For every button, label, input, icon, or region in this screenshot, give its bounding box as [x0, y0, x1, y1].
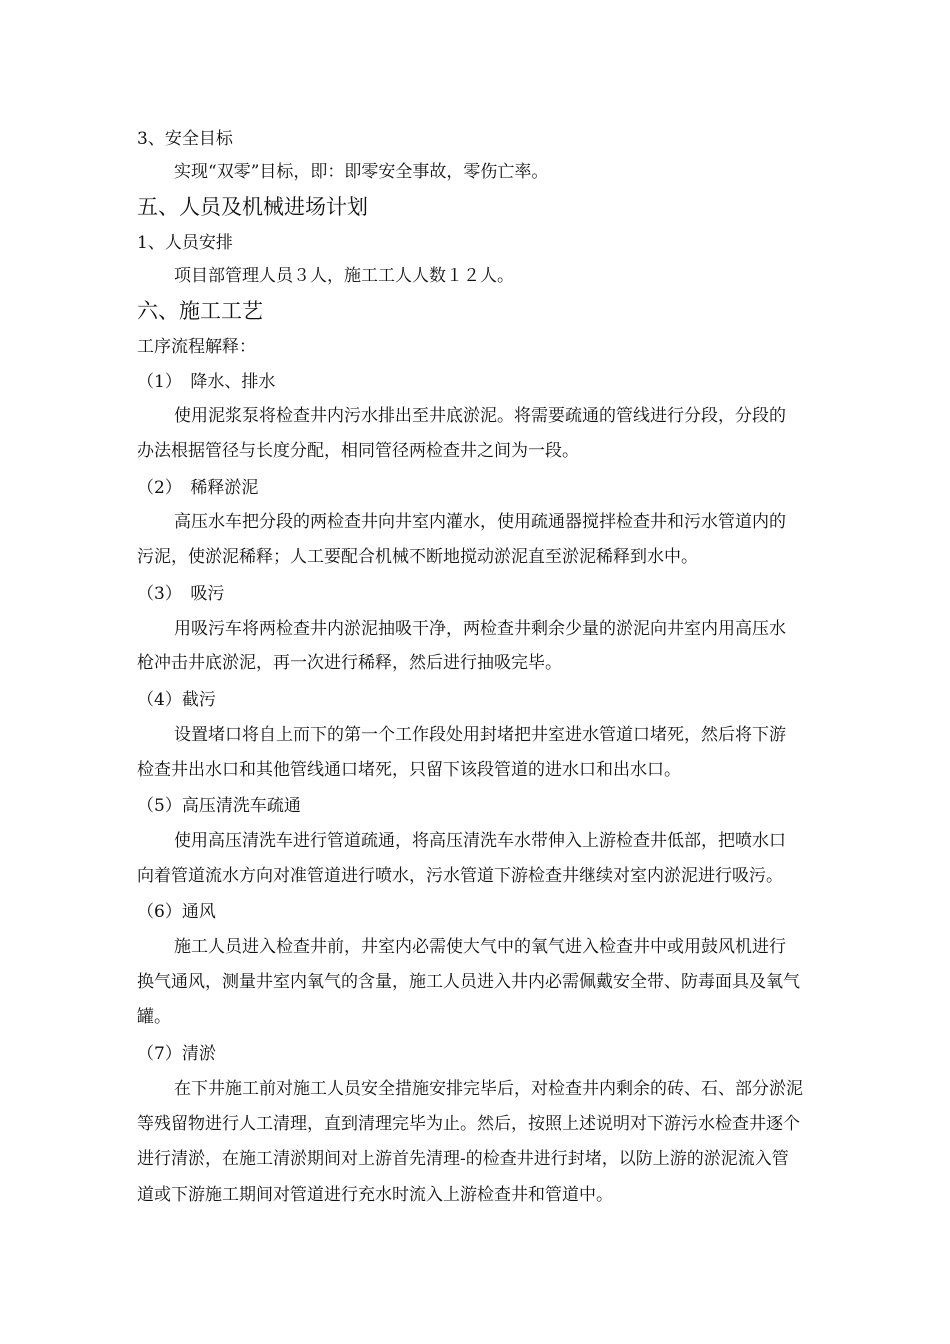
step-3-line-1: 用吸污车将两检查井内淤泥抽吸干净，两检查井剩余少量的淤泥向井室内用高压水	[174, 619, 786, 639]
step-4-title: （4）截污	[137, 690, 216, 710]
safety-goal-text: 实现“双零”目标，即：即零安全事故，零伤亡率。	[174, 162, 549, 182]
step-4-line-2: 检查井出水口和其他管线通口堵死，只留下该段管道的进水口和出水口。	[137, 760, 681, 780]
step-1-line-1: 使用泥浆泵将检查井内污水排出至井底淤泥。将需要疏通的管线进行分段，分段的	[174, 406, 786, 426]
step-6-line-3: 罐。	[137, 1007, 171, 1027]
step-2-line-1: 高压水车把分段的两检查井向井室内灌水，使用疏通器搅拌检查井和污水管道内的	[174, 512, 786, 532]
step-3-line-2: 枪冲击井底淤泥，再一次进行稀释，然后进行抽吸完毕。	[137, 653, 562, 673]
step-7-line-3: 进行清淤，在施工清淤期间对上游首先清理-的检查井进行封堵，以防上游的淤泥流入管	[137, 1149, 789, 1169]
step-7-line-1: 在下井施工前对施工人员安全措施安排完毕后，对检查井内剩余的砖、石、部分淤泥	[174, 1079, 803, 1099]
section-5-text: 项目部管理人员３人，施工工人人数１２人。	[174, 266, 514, 286]
step-2-title: （2） 稀释淤泥	[137, 478, 259, 498]
step-7-line-4: 道或下游施工期间对管道进行充水时流入上游检查井和管道中。	[137, 1185, 613, 1205]
step-7-line-2: 等残留物进行人工清理，直到清理完毕为止。然后，按照上述说明对下游污水检查井逐个	[137, 1114, 800, 1134]
section-6-title: 六、施工工艺	[137, 299, 263, 323]
step-1-line-2: 办法根据管径与长度分配，相同管径两检查井之间为一段。	[137, 441, 579, 461]
process-intro: 工序流程解释：	[137, 337, 256, 357]
step-4-line-1: 设置堵口将自上而下的第一个工作段处用封堵把井室进水管道口堵死，然后将下游	[174, 725, 786, 745]
step-6-line-1: 施工人员进入检查井前，井室内必需使大气中的氧气进入检查井中或用鼓风机进行	[174, 937, 786, 957]
step-5-line-2: 向着管道流水方向对准管道进行喷水，污水管道下游检查井继续对室内淤泥进行吸污。	[137, 866, 783, 886]
step-7-title: （7）清淤	[137, 1044, 216, 1064]
step-6-title: （6）通风	[137, 902, 216, 922]
section-5-title: 五、人员及机械进场计划	[137, 195, 368, 219]
safety-goal-heading: 3、安全目标	[137, 129, 233, 149]
section-5-subheading: 1、人员安排	[137, 233, 233, 253]
step-6-line-2: 换气通风，测量井室内氧气的含量，施工人员进入井内必需佩戴安全带、防毒面具及氧气	[137, 972, 800, 992]
step-1-title: （1） 降水、排水	[137, 372, 276, 392]
step-5-line-1: 使用高压清洗车进行管道疏通，将高压清洗车水带伸入上游检查井低部，把喷水口	[174, 831, 786, 851]
step-3-title: （3） 吸污	[137, 584, 225, 604]
step-5-title: （5）高压清洗车疏通	[137, 796, 301, 816]
step-2-line-2: 污泥，使淤泥稀释；人工要配合机械不断地搅动淤泥直至淤泥稀释到水中。	[137, 547, 698, 567]
